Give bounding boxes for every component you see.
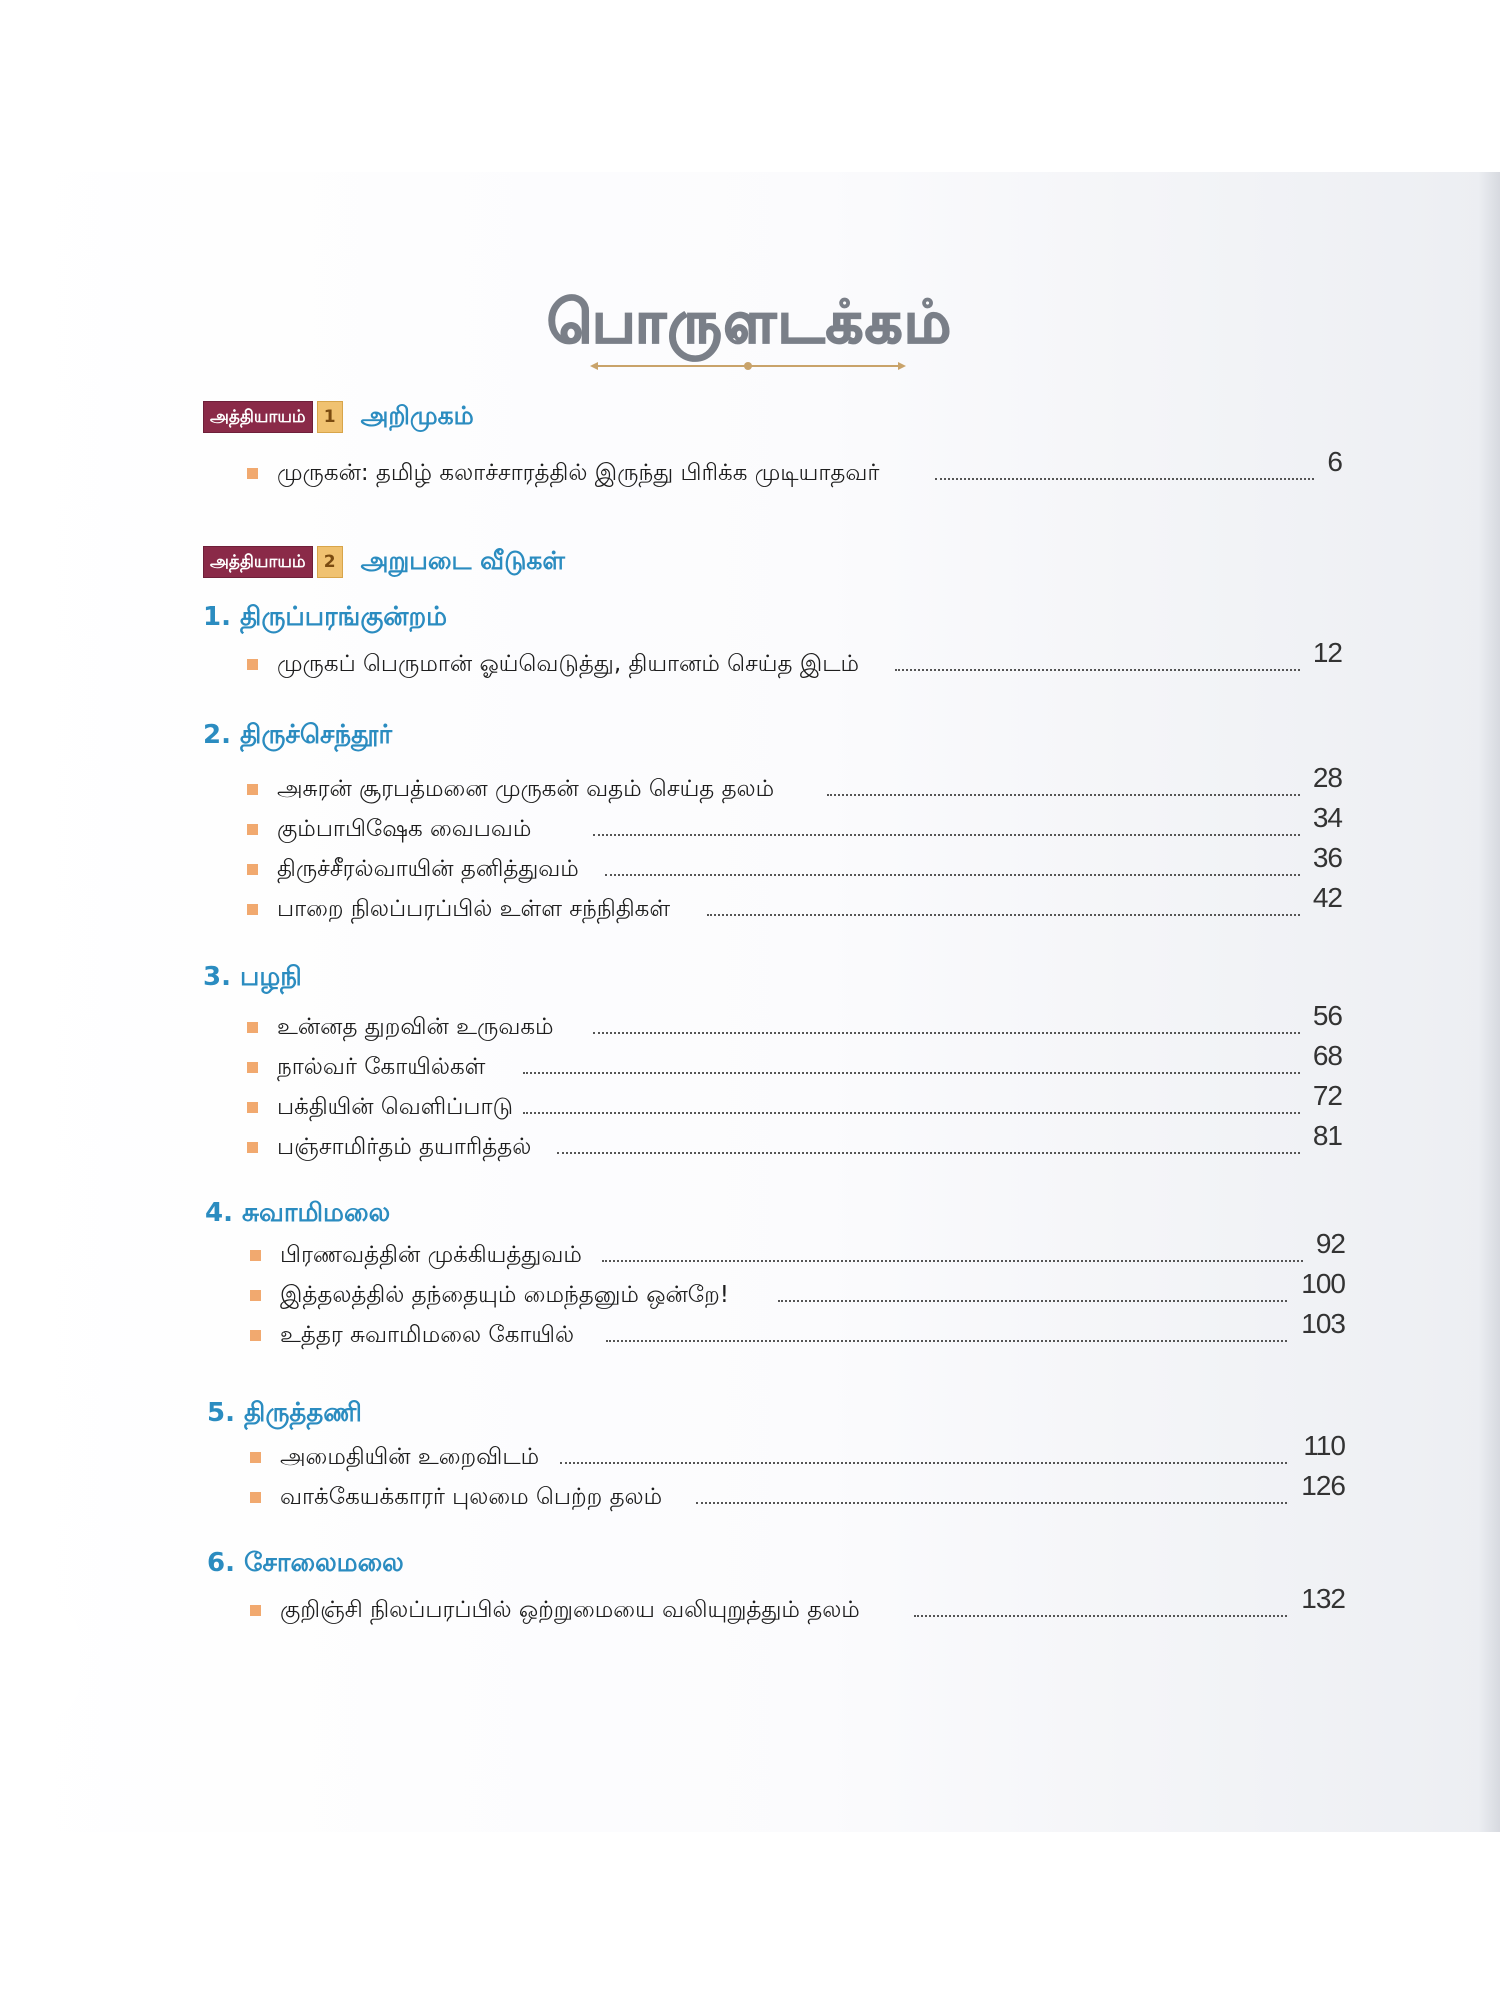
chapter-label: அத்தியாயம்: [203, 546, 313, 578]
page-number: 28: [1312, 762, 1342, 793]
toc-entry[interactable]: [247, 446, 1342, 490]
bullet-icon: [250, 1250, 261, 1261]
dot-leader: [557, 1152, 1300, 1154]
toc-entry[interactable]: [250, 1228, 1345, 1272]
page-number: 81: [1312, 1120, 1342, 1151]
toc-entry[interactable]: [247, 1120, 1342, 1164]
entry-title: அமைதியின் உறைவிடம்: [280, 1444, 540, 1470]
entry-title: உத்தர சுவாமிமலை கோயில்: [280, 1322, 575, 1348]
page-number: 103: [1301, 1308, 1345, 1339]
dot-leader: [602, 1260, 1303, 1262]
dot-leader: [606, 1340, 1287, 1342]
bullet-icon: [247, 1102, 258, 1113]
page-number: 110: [1303, 1430, 1345, 1461]
toc-entry[interactable]: [250, 1268, 1345, 1312]
toc-entry[interactable]: [250, 1470, 1345, 1514]
entry-title: முருகன்: தமிழ் கலாச்சாரத்தில் இருந்து பிரிக்க முடியாதவர்: [277, 460, 880, 486]
page-number: 56: [1312, 1000, 1342, 1031]
entry-title: பாறை நிலப்பரப்பில் உள்ள சந்நிதிகள்: [277, 896, 671, 922]
entry-title: பஞ்சாமிர்தம் தயாரித்தல்: [277, 1134, 532, 1160]
bullet-icon: [250, 1492, 261, 1503]
toc-entry[interactable]: [247, 637, 1342, 681]
page-title: பொருளடக்கம்: [547, 288, 953, 356]
toc-entry[interactable]: [247, 802, 1342, 846]
page-number: 42: [1312, 882, 1342, 913]
dot-leader: [523, 1112, 1300, 1114]
entry-title: நால்வர் கோயில்கள்: [277, 1054, 486, 1080]
title-ornament: [588, 358, 908, 374]
dot-leader: [778, 1300, 1287, 1302]
dot-leader: [523, 1072, 1300, 1074]
toc-entry[interactable]: [247, 1000, 1342, 1044]
toc-entry[interactable]: [247, 882, 1342, 926]
bullet-icon: [247, 864, 258, 875]
section-heading: 2. திருச்செந்தூர்: [203, 720, 393, 750]
section-heading: 1. திருப்பரங்குன்றம்: [203, 602, 448, 632]
entry-title: பக்தியின் வெளிப்பாடு: [277, 1094, 514, 1120]
page-number: 36: [1312, 842, 1342, 873]
bullet-icon: [247, 1142, 258, 1153]
bullet-icon: [247, 784, 258, 795]
chapter-1-header: [203, 400, 474, 434]
bullet-icon: [247, 1022, 258, 1033]
page-number: 34: [1312, 802, 1342, 833]
entry-title: வாக்கேயக்காரர் புலமை பெற்ற தலம்: [280, 1484, 663, 1510]
bullet-icon: [247, 824, 258, 835]
page-number: 12: [1312, 637, 1342, 668]
toc-entry[interactable]: [247, 1080, 1342, 1124]
dot-leader: [593, 1032, 1300, 1034]
entry-title: அசுரன் சூரபத்மனை முருகன் வதம் செய்த தலம்: [277, 776, 775, 802]
toc-entry[interactable]: [247, 842, 1342, 886]
bullet-icon: [250, 1452, 261, 1463]
section-heading: 6. சோலைமலை: [207, 1548, 404, 1578]
entry-title: கும்பாபிஷேக வைபவம்: [277, 816, 532, 842]
toc-entry[interactable]: [247, 762, 1342, 806]
page-number: 68: [1312, 1040, 1342, 1071]
chapter-number: 1: [317, 401, 343, 433]
chapter-label: அத்தியாயம்: [203, 401, 313, 433]
page-cutout: [0, 1600, 80, 1720]
bullet-icon: [247, 904, 258, 915]
entry-title: திருச்சீரல்வாயின் தனித்துவம்: [277, 856, 579, 882]
bullet-icon: [247, 1062, 258, 1073]
dot-leader: [914, 1615, 1287, 1617]
dot-leader: [560, 1462, 1287, 1464]
toc-entry[interactable]: [250, 1430, 1345, 1474]
chapter-title: அறுபடை வீடுகள்: [360, 545, 565, 575]
page-number: 6: [1327, 446, 1342, 477]
section-heading: 3. பழநி: [203, 962, 302, 992]
bullet-icon: [247, 468, 258, 479]
dot-leader: [605, 874, 1300, 876]
dot-leader: [827, 794, 1300, 796]
page-edge-shadow: [1478, 172, 1500, 1832]
entry-title: குறிஞ்சி நிலப்பரப்பில் ஒற்றுமையை வலியுறுத்தும் தலம்: [280, 1597, 860, 1623]
entry-title: இத்தலத்தில் தந்தையும் மைந்தனும் ஒன்றே!: [280, 1282, 729, 1308]
entry-title: உன்னத துறவின் உருவகம்: [277, 1014, 554, 1040]
bullet-icon: [250, 1605, 261, 1616]
toc-entry[interactable]: [250, 1583, 1345, 1627]
dot-leader: [895, 669, 1300, 671]
chapter-number: 2: [317, 546, 343, 578]
bullet-icon: [250, 1330, 261, 1341]
chapter-2-header: [203, 545, 565, 579]
toc-entry[interactable]: [247, 1040, 1342, 1084]
section-heading: 4. சுவாமிமலை: [205, 1198, 391, 1228]
dot-leader: [935, 478, 1314, 480]
page-number: 132: [1301, 1583, 1345, 1614]
entry-title: பிரணவத்தின் முக்கியத்துவம்: [280, 1242, 582, 1268]
page-number: 100: [1301, 1268, 1345, 1299]
dot-leader: [707, 914, 1300, 916]
dot-leader: [593, 834, 1300, 836]
toc-entry[interactable]: [250, 1308, 1345, 1352]
chapter-title: அறிமுகம்: [360, 400, 474, 430]
page-number: 92: [1315, 1228, 1345, 1259]
page-number: 126: [1301, 1470, 1345, 1501]
section-heading: 5. திருத்தணி: [207, 1398, 362, 1428]
bullet-icon: [247, 659, 258, 670]
page-number: 72: [1312, 1080, 1342, 1111]
dot-leader: [696, 1502, 1287, 1504]
bullet-icon: [250, 1290, 261, 1301]
entry-title: முருகப் பெருமான் ஓய்வெடுத்து, தியானம் செய்த இடம்: [277, 651, 860, 677]
